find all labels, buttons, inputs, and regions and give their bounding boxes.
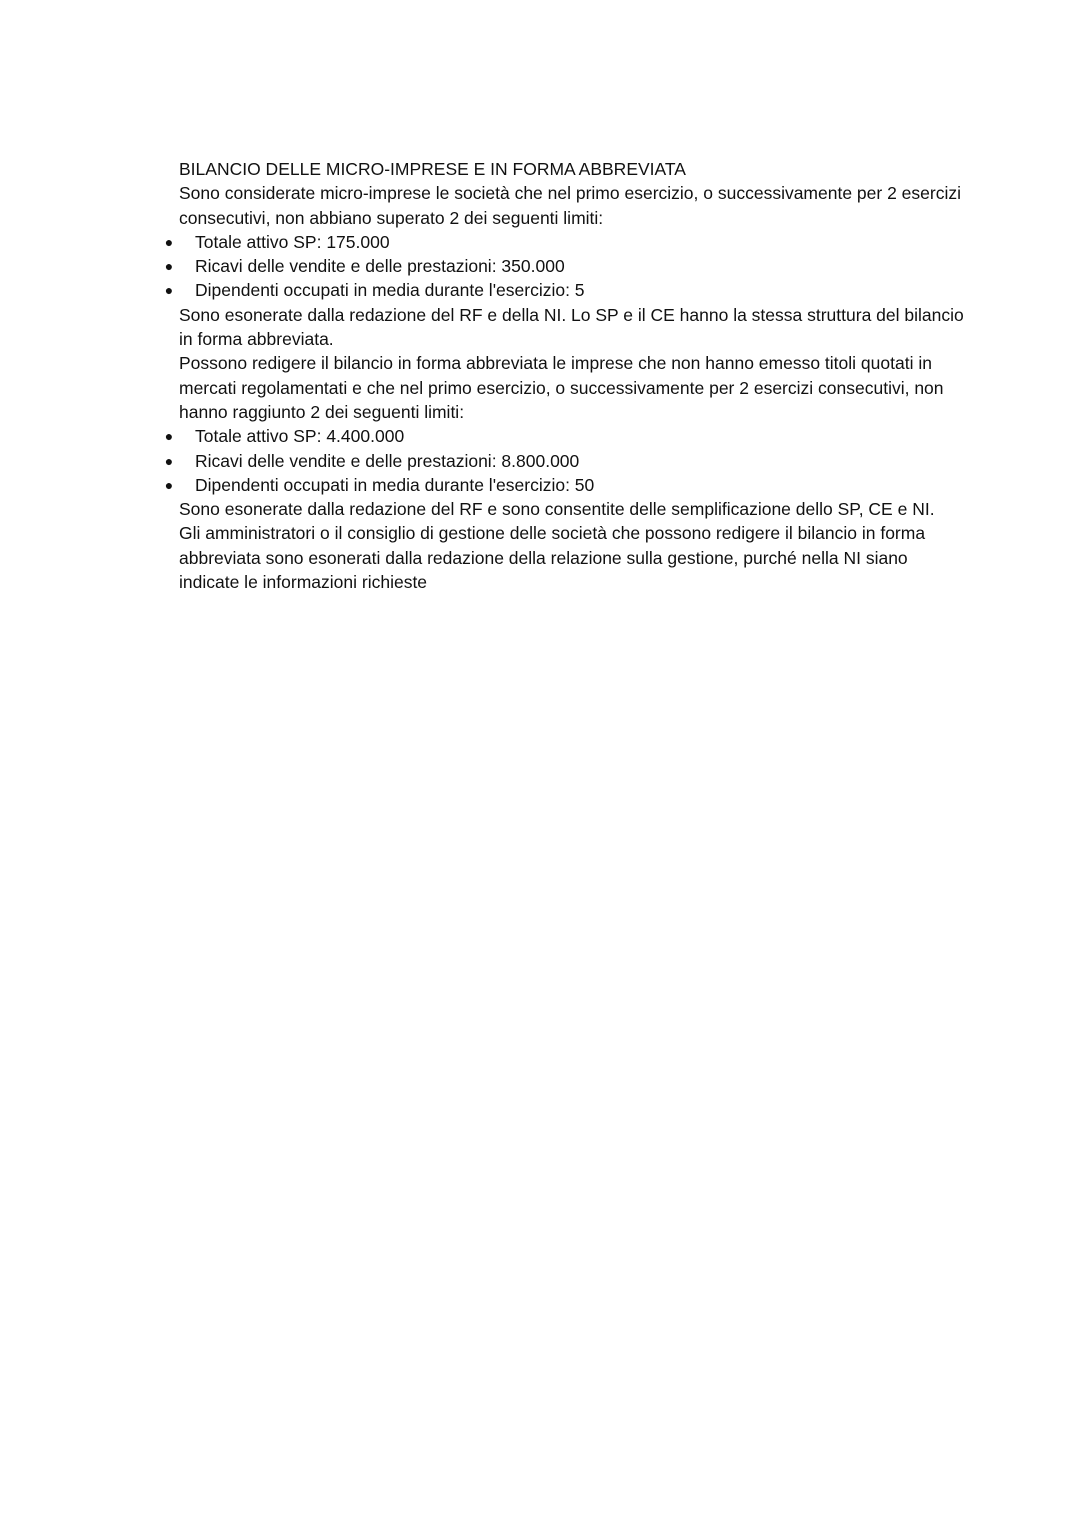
- amministratori-paragraph: Gli amministratori o il consiglio di gestione delle società che possono redigere il bilancio in forma abbreviata sono esonerati dalla redazione della relazione sulla gestione, purché nella NI siano indicate le informazioni richieste: [179, 523, 926, 593]
- abbreviata-exemption-paragraph: Sono esonerate dalla redazione del RF e sono consentite delle semplificazione dello SP, CE e NI.: [179, 499, 935, 520]
- bullet-icon: ●: [164, 258, 174, 275]
- abbreviata-limits-list: [164, 424, 969, 497]
- micro-intro-paragraph: Sono considerate micro-imprese le società che nel primo esercizio, o successivamente per 2 esercizi consecutivi, non abbiano superato 2 dei seguenti limiti:: [179, 183, 962, 228]
- bullet-icon: ●: [164, 233, 174, 250]
- list-item: ● Totale attivo SP: 4.400.000: [179, 424, 969, 448]
- page-title: BILANCIO DELLE MICRO-IMPRESE E IN FORMA ABBREVIATA: [179, 159, 686, 179]
- bullet-icon: ●: [164, 282, 174, 299]
- list-item: ● Dipendenti occupati in media durante l'esercizio: 50: [179, 473, 969, 497]
- list-item: ● Ricavi delle vendite e delle prestazioni: 8.800.000: [179, 449, 969, 473]
- abbreviata-intro-paragraph: Possono redigere il bilancio in forma abbreviata le imprese che non hanno emesso titoli quotati in mercati regolamentati e che nel primo esercizio, o successivamente per 2 esercizi consecutivi, non hanno raggiunto 2 dei seguenti limiti:: [179, 353, 944, 422]
- list-item: ● Dipendenti occupati in media durante l'esercizio: 5: [179, 278, 969, 302]
- micro-limits-list: [164, 230, 969, 303]
- micro-exemption-paragraph: Sono esonerate dalla redazione del RF e della NI. Lo SP e il CE hanno la stessa struttura del bilancio in forma abbreviata.: [179, 304, 964, 350]
- bullet-icon: ●: [164, 452, 174, 469]
- list-item: ● Totale attivo SP: 175.000: [179, 230, 969, 254]
- bullet-icon: ●: [164, 428, 174, 445]
- document-body: [164, 157, 969, 594]
- bullet-icon: ●: [164, 476, 174, 493]
- list-item: ● Ricavi delle vendite e delle prestazioni: 350.000: [179, 254, 969, 278]
